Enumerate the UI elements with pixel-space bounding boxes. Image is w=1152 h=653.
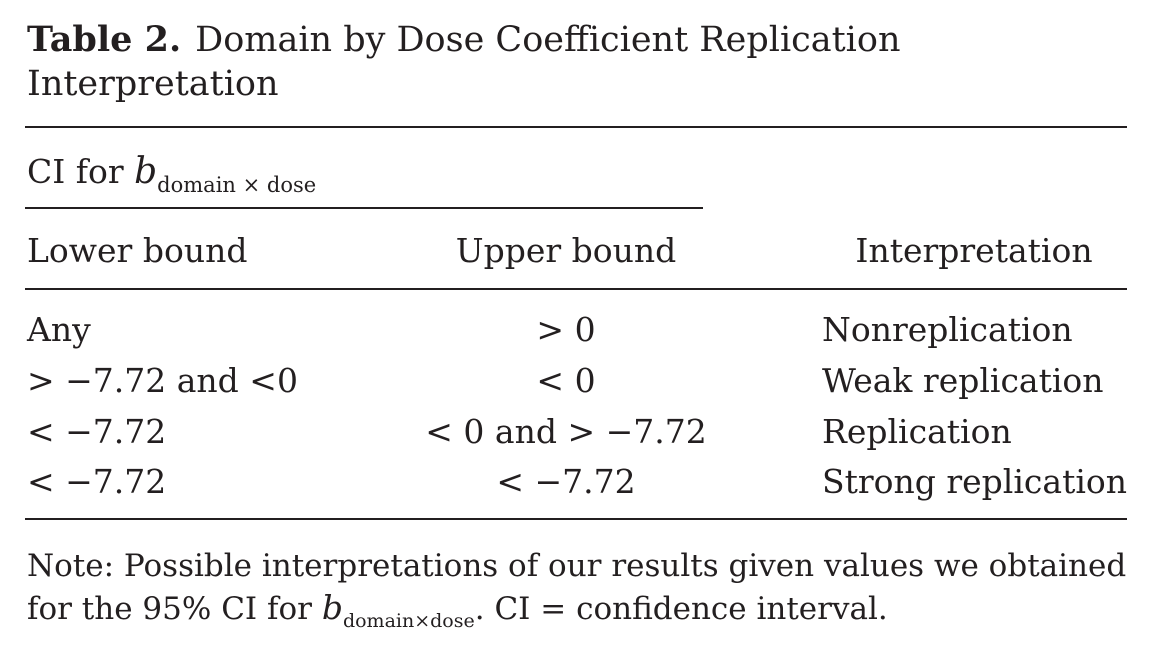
note-subscript: domain×dose (342, 610, 475, 632)
cell-upper-bound: < 0 (536, 361, 596, 400)
spanner-rule (25, 207, 703, 209)
bottom-rule (25, 518, 1127, 520)
cell-lower-bound: < −7.72 (27, 412, 167, 451)
table-number: Table 2. (27, 19, 182, 60)
column-header-upper-bound: Upper bound (455, 231, 677, 270)
column-header-lower-bound: Lower bound (27, 231, 248, 270)
cell-interpretation: Weak replication (822, 361, 1104, 400)
spanner-prefix: CI for (27, 152, 135, 191)
note-text-end: . CI = confidence interval. (474, 591, 888, 627)
cell-interpretation: Nonreplication (822, 310, 1073, 349)
cell-lower-bound: < −7.72 (27, 462, 167, 501)
table-caption: Domain by Dose Coefficient Replication Interpretation (27, 20, 901, 104)
top-rule (25, 126, 1127, 128)
cell-upper-bound: > 0 (536, 310, 596, 349)
cell-lower-bound: Any (27, 310, 91, 349)
table-title (27, 18, 1127, 106)
column-header-interpretation: Interpretation (855, 231, 1093, 270)
cell-interpretation: Replication (822, 412, 1012, 451)
note-text: Note: Possible interpretations of our results given values we obtained for the 95% CI for (27, 548, 1127, 627)
cell-upper-bound: < −7.72 (496, 462, 636, 501)
header-rule (25, 288, 1127, 290)
spanner-header (27, 152, 316, 205)
cell-interpretation: Strong replication (822, 462, 1128, 501)
spanner-subscript: domain × dose (157, 173, 317, 197)
table-note (27, 546, 1127, 642)
spanner-variable: b (134, 151, 158, 192)
cell-upper-bound: < 0 and > −7.72 (425, 412, 707, 451)
cell-lower-bound: > −7.72 and <0 (27, 361, 298, 400)
note-variable: b (321, 588, 343, 627)
